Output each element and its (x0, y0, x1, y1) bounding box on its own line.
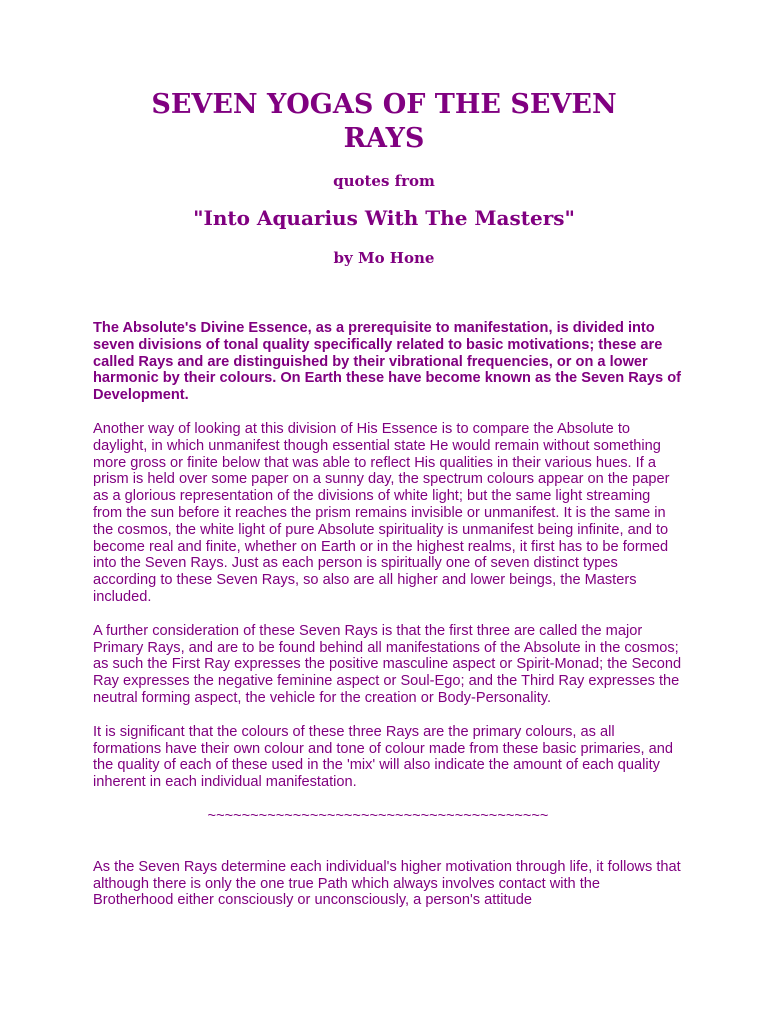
paragraph-primary-colours: It is significant that the colours of these three Rays are the primary colours, as all formations have their own colour and tone of colour made from these basic primaries, and the quality of each of these used in the 'mix' will also indicate the amount of each quality inherent in each individual manifestation. (93, 723, 673, 791)
paragraph-prism: Another way of looking at this division of His Essence is to compare the Absolute to daylight, in which unmanifest though essential state He would remain without something more gross or finite below that was able to reflect His qualities in their various hues. If a prism is held over some paper on a sunny day, the spectrum colours appear on the paper as a glorious representation of the divisions of white light; but the same light streaming from the sun before it reaches the prism remains invisible or unmanifest. It is the same in the cosmos, the white light of pure Absolute spirituality is unmanifest being infinite, and to become real and finite, whether on Earth or in the highest realms, it first has to be formed into the Seven Rays. Just as each person is spiritually one of seven distinct types according to these Seven Rays, so also are all higher and lower beings, the Masters included. (93, 420, 670, 605)
blank-line (93, 842, 683, 859)
book-title: "Into Aquarius With The Masters" (193, 206, 575, 230)
document-title: SEVEN YOGAS OF THE SEVEN RAYS (151, 89, 617, 154)
document-body (93, 320, 683, 926)
intro-paragraph: The Absolute's Divine Essence, as a prerequisite to manifestation, is divided into seven divisions of tonal quality specifically related to basic motivations; these are called Rays and are distinguished by their vibrational frequencies, or on a lower harmonic by their colours. On Earth these have become known as the Seven Rays of Development. (93, 320, 681, 404)
paragraph-primary-rays: A further consideration of these Seven Rays is that the first three are called the major Primary Rays, and are to be found behind all manifestations of the Absolute in the cosmos; as such the First Ray expresses the positive masculine aspect or Spirit-Monad; the Second Ray expresses the negative feminine aspect or Soul-Ego; and the Third Ray expresses the neutral forming aspect, the vehicle for the creation or Body-Personality. (93, 622, 682, 706)
tilde-separator: ~~~~~~~~~~~~~~~~~~~~~~~~~~~~~~~~~~~~~~~~ (207, 807, 549, 824)
author-byline: by Mo Hone (333, 249, 435, 267)
quotes-from-label: quotes from (333, 172, 435, 190)
paragraph-motivation: As the Seven Rays determine each individual's higher motivation through life, it follows that although there is only the one true Path which always involves contact with the Brotherhood either consciously or unconsciously, a person's attitude (93, 858, 681, 909)
